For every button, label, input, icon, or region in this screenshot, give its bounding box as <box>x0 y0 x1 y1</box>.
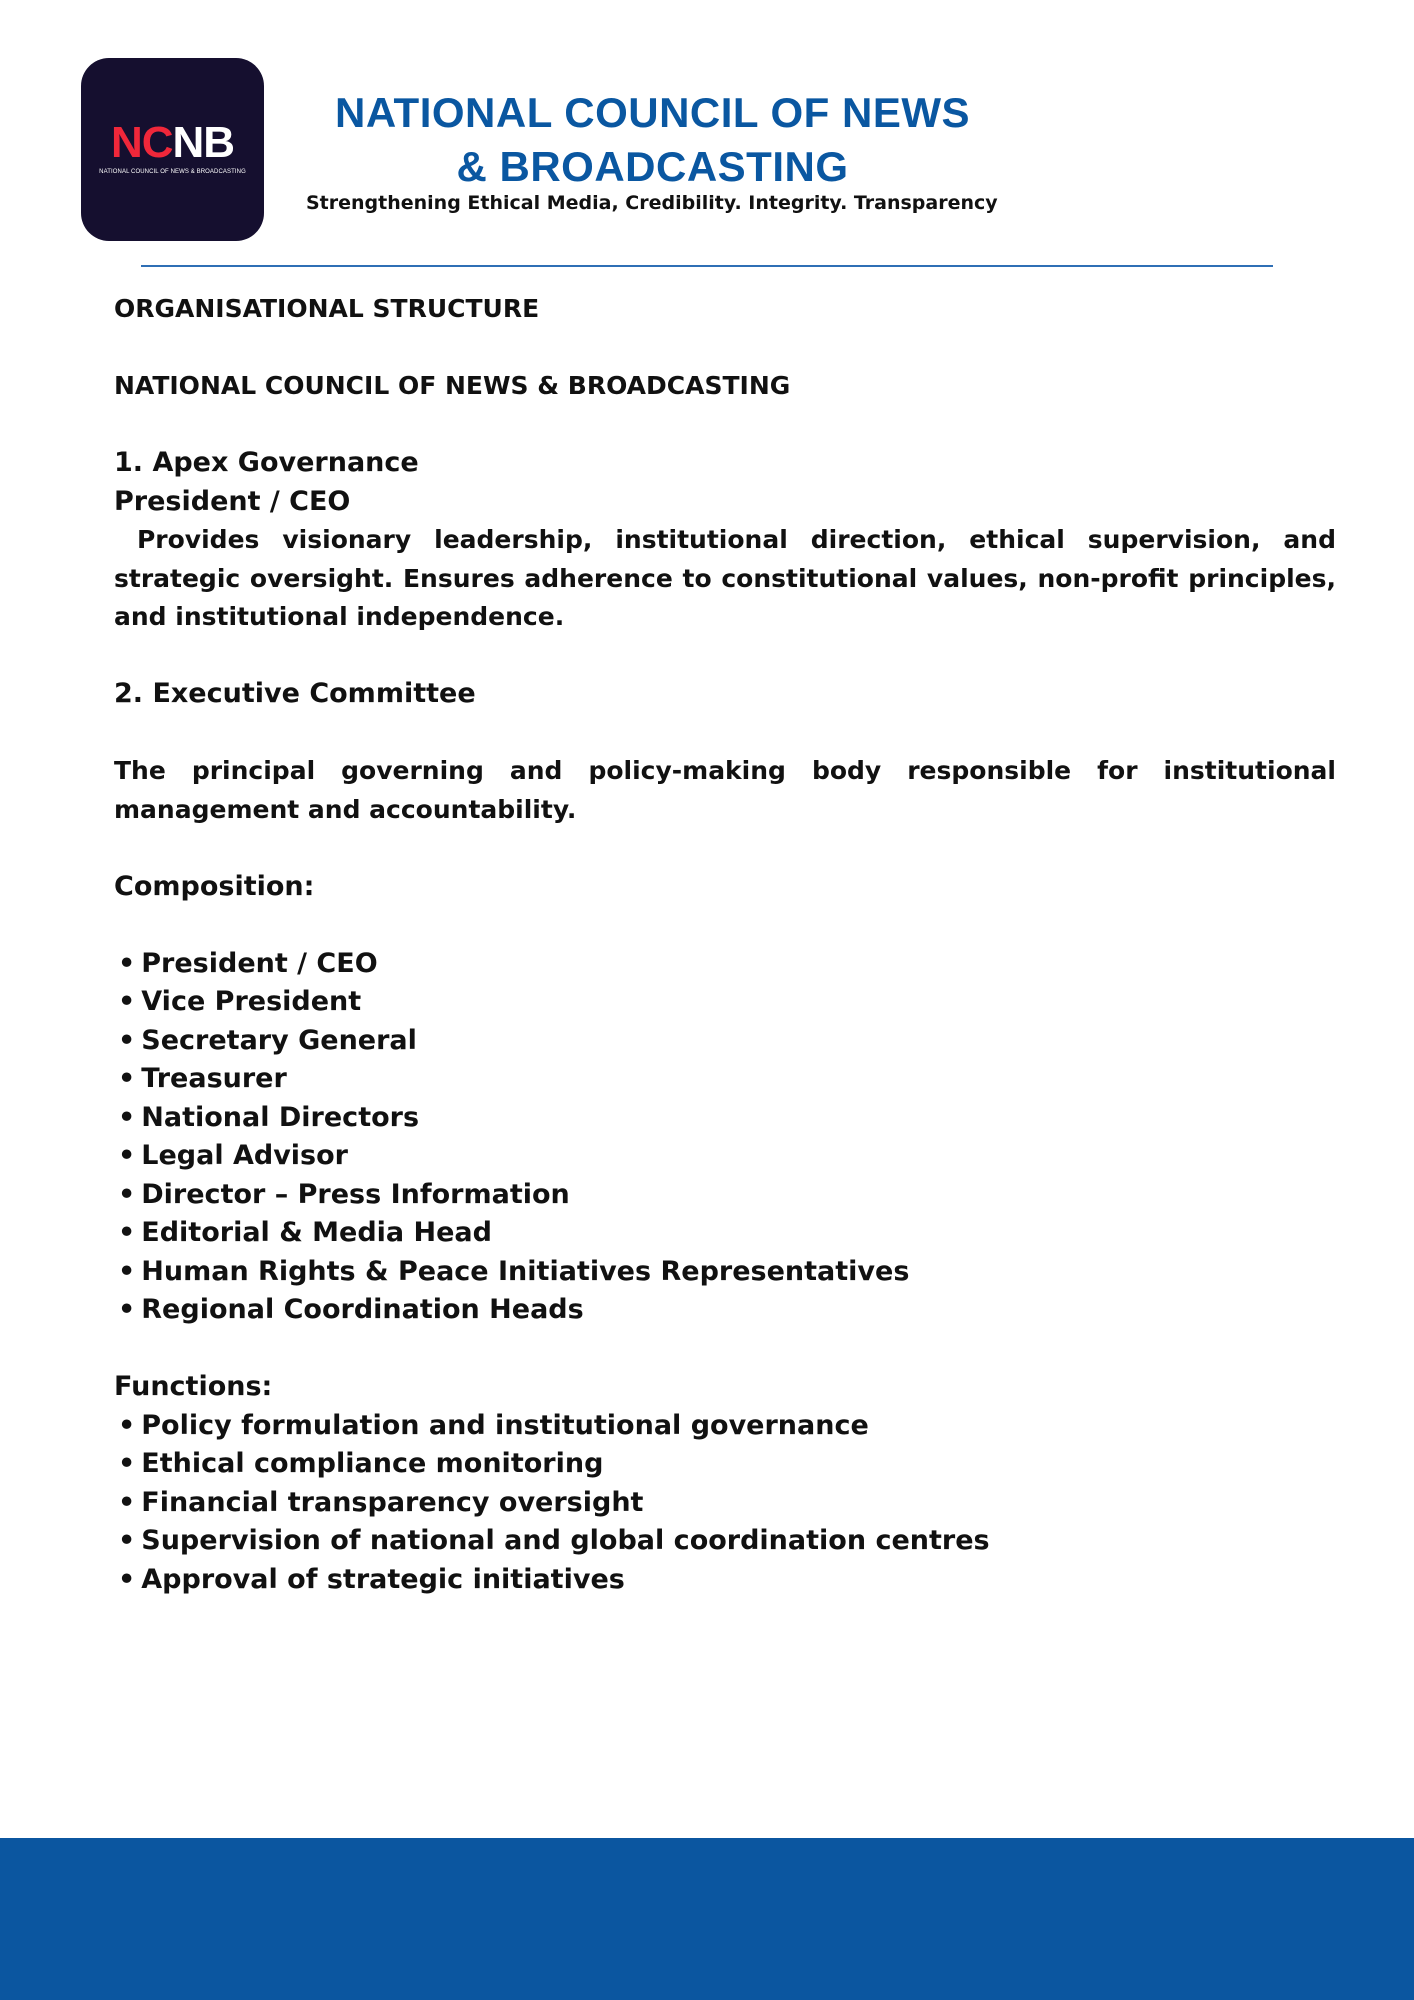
spacer <box>114 714 1336 753</box>
logo-subtitle: NATIONAL COUNCIL OF NEWS & BROADCASTING <box>99 168 246 175</box>
function-item-text: Financial transparency oversight <box>141 1486 644 1518</box>
composition-item-text: Director – Press Information <box>141 1178 570 1210</box>
bullet-marker: • <box>118 1525 136 1556</box>
functions-label: Functions: <box>114 1371 273 1402</box>
bullet-marker: • <box>118 1409 136 1441</box>
function-item <box>114 1445 1336 1484</box>
spacer <box>114 637 1336 676</box>
section-1-description: Provides visionary leadership, institutional direction, ethical supervision, and strategic oversight. Ensures adherence to constitutional values, non-profit principles, and institutional independence. <box>114 525 1345 631</box>
logo-mark-nc: NC <box>110 117 173 167</box>
header-divider <box>141 265 1273 267</box>
composition-item <box>114 945 1336 984</box>
bullet-marker: • <box>118 1563 136 1595</box>
bullet-marker: • <box>118 1294 136 1325</box>
composition-item-text: Vice President <box>141 986 362 1017</box>
function-item-text: Ethical compliance monitoring <box>141 1448 604 1479</box>
section-1-heading: 1. Apex Governance <box>114 447 419 478</box>
bullet-marker: • <box>118 1178 136 1210</box>
function-item <box>114 1407 1336 1446</box>
spacer <box>114 906 1336 945</box>
tagline: Strengthening Ethical Media, Credibility. Integrity. Transparency <box>306 192 998 214</box>
composition-item-text: Legal Advisor <box>141 1140 348 1171</box>
bullet-marker: • <box>118 1217 136 1248</box>
spacer <box>114 1330 1336 1369</box>
footer-band <box>0 1838 1414 2000</box>
composition-item <box>114 983 1336 1022</box>
bullet-marker: • <box>118 1448 136 1479</box>
bullet-marker: • <box>118 1101 136 1133</box>
spacer <box>114 829 1336 868</box>
composition-item <box>114 1060 1336 1099</box>
composition-item <box>114 1253 1336 1292</box>
composition-item-text: President / CEO <box>141 947 378 979</box>
section-2-description: The principal governing and policy-making body responsible for institutional management and accountability. <box>114 756 1336 824</box>
logo-mark-nb: NB <box>172 117 235 167</box>
composition-list <box>114 945 1336 1330</box>
function-item-text: Supervision of national and global coordination centres <box>141 1525 990 1556</box>
functions-list <box>114 1407 1336 1600</box>
composition-item-text: Treasurer <box>141 1063 287 1094</box>
function-item-text: Policy formulation and institutional governance <box>141 1409 869 1441</box>
bullet-marker: • <box>118 1140 136 1171</box>
page-title <box>290 86 1015 194</box>
composition-item <box>114 1291 1336 1330</box>
spacer <box>114 329 1336 368</box>
composition-item <box>114 1137 1336 1176</box>
function-item <box>114 1484 1336 1523</box>
bullet-marker: • <box>118 1024 136 1056</box>
composition-item-text: Secretary General <box>141 1024 417 1056</box>
composition-label: Composition: <box>114 870 315 902</box>
bullet-marker: • <box>118 1255 136 1287</box>
composition-item-text: Editorial & Media Head <box>141 1217 492 1248</box>
document-body <box>114 290 1345 1599</box>
section-2-heading: 2. Executive Committee <box>114 678 476 709</box>
function-item <box>114 1522 1336 1561</box>
composition-item <box>114 1214 1336 1253</box>
logo-mark <box>110 117 235 167</box>
composition-item <box>114 1099 1336 1138</box>
ncnb-logo <box>81 58 264 241</box>
title-line-1: NATIONAL COUNCIL OF NEWS <box>335 89 970 136</box>
function-item-text: Approval of strategic initiatives <box>141 1563 625 1595</box>
bullet-marker: • <box>118 986 136 1017</box>
organisation-name: NATIONAL COUNCIL OF NEWS & BROADCASTING <box>114 371 791 400</box>
bullet-marker: • <box>118 947 136 979</box>
composition-item <box>114 1176 1336 1215</box>
composition-item <box>114 1022 1336 1061</box>
bullet-marker: • <box>118 1063 136 1094</box>
spacer <box>114 406 1336 445</box>
composition-item-text: Human Rights & Peace Initiatives Representatives <box>141 1255 910 1287</box>
title-line-2: & BROADCASTING <box>456 143 849 190</box>
section-1-role: President / CEO <box>114 485 351 517</box>
composition-item-text: National Directors <box>141 1101 420 1133</box>
bullet-marker: • <box>118 1486 136 1518</box>
document-heading: ORGANISATIONAL STRUCTURE <box>114 294 540 323</box>
composition-item-text: Regional Coordination Heads <box>141 1294 584 1325</box>
function-item <box>114 1561 1336 1600</box>
